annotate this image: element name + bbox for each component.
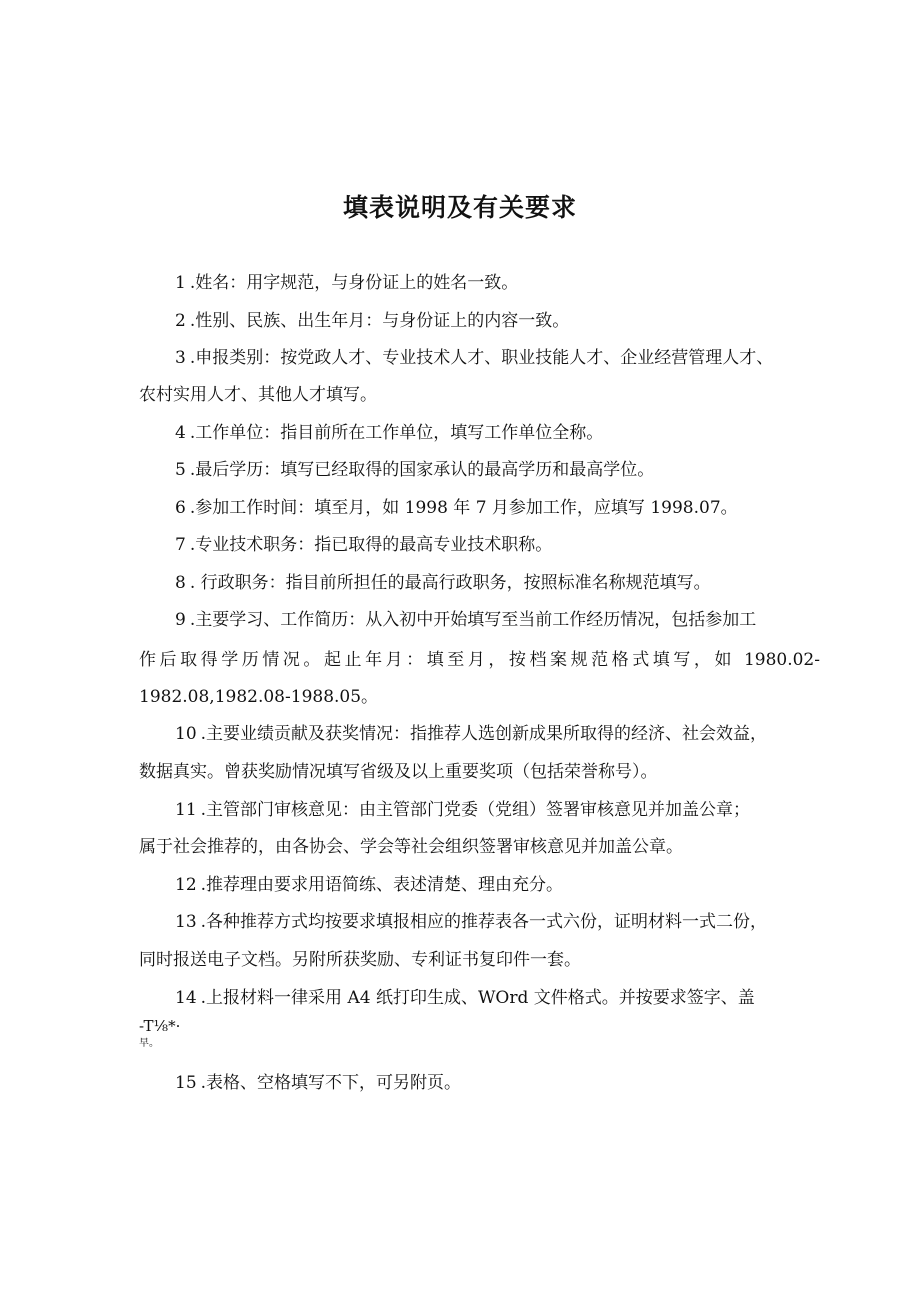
instruction-item-8 — [175, 571, 711, 595]
item-number: 9 — [175, 610, 186, 630]
item-text: .推荐理由要求用语简练、表述清楚、理由充分。 — [200, 875, 564, 895]
instruction-item-3 — [175, 346, 773, 370]
item-number: 1 — [175, 273, 186, 293]
item-number: 4 — [175, 423, 186, 443]
item-text: .主管部门审核意见：由主管部门党委（党组）签署审核意见并加盖公章； — [200, 800, 751, 820]
item-text: .最后学历：填写已经取得的国家承认的最高学历和最高学位。 — [189, 460, 655, 480]
instruction-item-2 — [175, 309, 569, 333]
item-number: 7 — [175, 535, 186, 555]
item-text: .参加工作时间：填至月，如 1998 年 7 月参加工作，应填写 1998.07。 — [189, 498, 738, 518]
instruction-item-11-continued: 属于社会推荐的，由各协会、学会等社会组织签署审核意见并加盖公章。 — [139, 837, 683, 857]
item-number: 10 — [175, 724, 197, 744]
instruction-item-9-continued-2: 1982.08,1982.08-1988.05。 — [139, 687, 379, 707]
item-text: .姓名：用字规范，与身份证上的姓名一致。 — [189, 273, 519, 293]
instruction-item-13-continued: 同时报送电子文档。另附所获奖励、专利证书复印件一套。 — [139, 950, 581, 970]
item-text: .申报类别：按党政人才、专业技术人才、职业技能人才、企业经营管理人才、 — [189, 348, 774, 368]
instruction-item-6 — [175, 496, 738, 520]
instruction-item-10 — [175, 722, 767, 746]
instruction-item-10-continued: 数据真实。曾获奖励情况填写省级及以上重要奖项（包括荣誉称号）。 — [139, 762, 658, 782]
item-text: .表格、空格填写不下，可另附页。 — [200, 1073, 462, 1093]
document-title: 填表说明及有关要求 — [342, 193, 577, 222]
instruction-item-5 — [175, 458, 654, 482]
item-number: 15 — [175, 1073, 197, 1093]
instruction-item-15 — [175, 1071, 461, 1095]
item-number: 13 — [175, 912, 197, 932]
instruction-item-14 — [175, 986, 755, 1010]
instruction-item-11 — [175, 798, 750, 822]
item-text: .主要业绩贡献及获奖情况：指推荐人选创新成果所取得的经济、社会效益， — [200, 724, 768, 744]
instruction-item-14-continued-2: 早。 — [139, 1038, 159, 1049]
instruction-item-1 — [175, 271, 518, 295]
item-text: .上报材料一律采用 A4 纸打印生成、WOrd 文件格式。并按要求签字、盖 — [200, 988, 755, 1008]
item-text: .主要学习、工作简历：从入初中开始填写至当前工作经历情况，包括参加工 — [189, 610, 757, 630]
item-number: 5 — [175, 460, 186, 480]
item-text: .工作单位：指目前所在工作单位，填写工作单位全称。 — [189, 423, 604, 443]
item-number: 12 — [175, 875, 197, 895]
instruction-item-12 — [175, 873, 563, 897]
item-text: .性别、民族、出生年月：与身份证上的内容一致。 — [189, 311, 570, 331]
instruction-item-7 — [175, 533, 552, 557]
item-number: 3 — [175, 348, 186, 368]
item-number: 6 — [175, 498, 186, 518]
instruction-item-14-continued: -T⅛*· — [139, 1017, 181, 1035]
instruction-item-9-continued: 作后取得学历情况。起止年月：填至月，按档案规范格式填写，如 1980.02- — [139, 650, 820, 670]
item-number: 11 — [175, 800, 197, 820]
instruction-item-4 — [175, 421, 603, 445]
item-number: 2 — [175, 311, 186, 331]
item-number: 8 — [175, 573, 186, 593]
instruction-item-13 — [175, 910, 767, 934]
item-number: 14 — [175, 988, 197, 1008]
item-text: .专业技术职务：指已取得的最高专业技术职称。 — [189, 535, 553, 555]
item-text: . 行政职务：指目前所担任的最高行政职务，按照标准名称规范填写。 — [189, 573, 711, 593]
instruction-item-3-continued: 农村实用人才、其他人才填写。 — [139, 385, 377, 405]
instruction-item-9 — [175, 608, 756, 632]
item-text: .各种推荐方式均按要求填报相应的推荐表各一式六份，证明材料一式二份， — [200, 912, 768, 932]
